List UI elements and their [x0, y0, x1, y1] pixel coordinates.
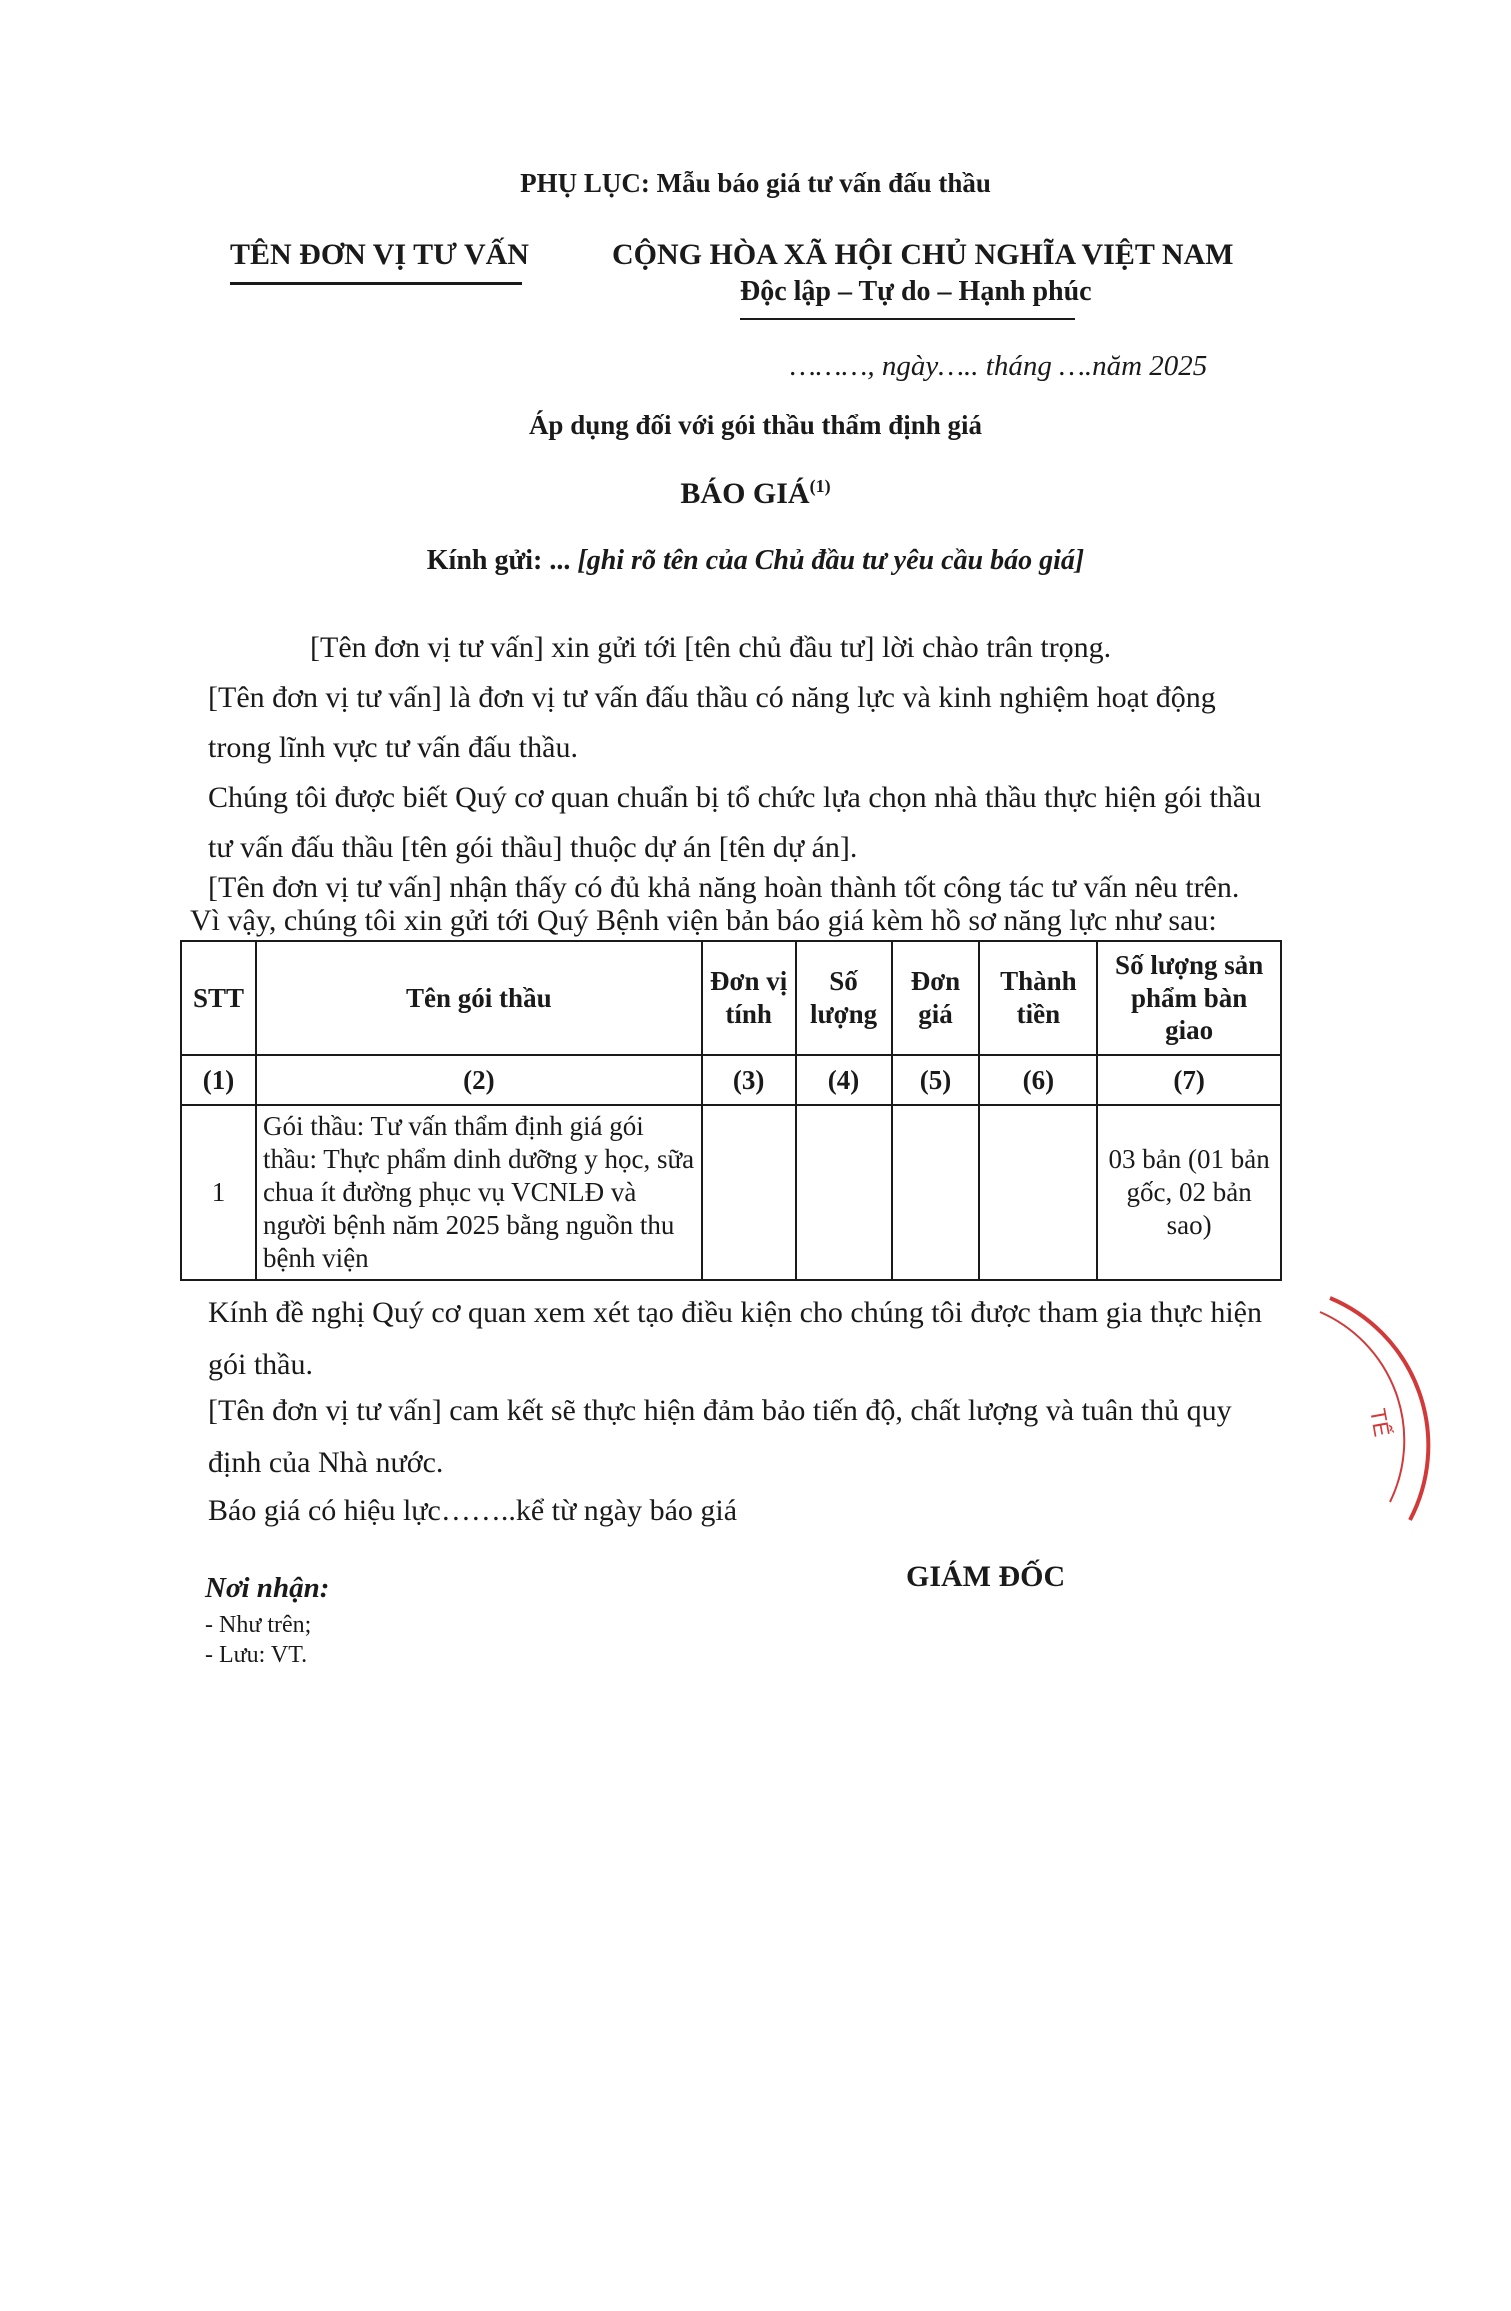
recipient-item: - Như trên;: [205, 1612, 312, 1638]
table-header-row: [181, 941, 1281, 1055]
para-known-2: tư vấn đấu thầu [tên gói thầu] thuộc dự án [tên dự án].: [208, 831, 858, 864]
org-name-underline: [230, 282, 522, 285]
dear-line: [0, 545, 1511, 577]
dear-prefix: Kính gửi: ...: [426, 545, 578, 576]
quote-title-text: BÁO GIÁ: [680, 477, 810, 510]
nation-title: CỘNG HÒA XÃ HỘI CHỦ NGHĨA VIỆT NAM: [612, 238, 1234, 271]
motto-underline: [740, 318, 1075, 320]
para-known-1: Chúng tôi được biết Quý cơ quan chuẩn bị tổ chức lựa chọn nhà thầu thực hiện gói thầu: [208, 781, 1262, 814]
col-number: (4): [796, 1055, 892, 1105]
col-number: (1): [181, 1055, 256, 1105]
closing-request-1: Kính đề nghị Quý cơ quan xem xét tạo điều kiện cho chúng tôi được tham gia thực hiện: [208, 1296, 1262, 1329]
closing-request-2: gói thầu.: [208, 1348, 313, 1381]
col-number: (5): [892, 1055, 980, 1105]
row-unit-price: [892, 1105, 980, 1280]
row-quantity: [796, 1105, 892, 1280]
col-header-deliverables: Số lượng sản phẩm bàn giao: [1097, 941, 1281, 1055]
para-capability-1: [Tên đơn vị tư vấn] là đơn vị tư vấn đấu thầu có năng lực và kinh nghiệm hoạt động: [208, 681, 1216, 714]
col-number: (2): [256, 1055, 702, 1105]
col-header-stt: STT: [181, 941, 256, 1055]
closing-commit-1: [Tên đơn vị tư vấn] cam kết sẽ thực hiện đảm bảo tiến độ, chất lượng và tuân thủ quy: [208, 1394, 1232, 1427]
red-stamp-image: [1290, 1280, 1490, 1540]
para-greeting: [Tên đơn vị tư vấn] xin gửi tới [tên chủ đầu tư] lời chào trân trọng.: [310, 631, 1112, 664]
row-deliverables: 03 bản (01 bản gốc, 02 bản sao): [1097, 1105, 1281, 1280]
applies-to: Áp dụng đối với gói thầu thẩm định giá: [528, 410, 983, 440]
para-ability: [Tên đơn vị tư vấn] nhận thấy có đủ khả năng hoàn thành tốt công tác tư vấn nêu trên.: [208, 871, 1240, 904]
col-number: (6): [979, 1055, 1097, 1105]
closing-commit-2: định của Nhà nước.: [208, 1446, 444, 1479]
recipient-item: - Lưu: VT.: [205, 1642, 308, 1668]
para-capability-2: trong lĩnh vực tư vấn đấu thầu.: [208, 731, 578, 764]
col-header-unit-price: Đơn giá: [892, 941, 980, 1055]
col-header-quantity: Số lượng: [796, 941, 892, 1055]
date-line: ………, ngày….. tháng ….năm 2025: [790, 350, 1208, 382]
row-unit: [702, 1105, 796, 1280]
para-submit: Vì vậy, chúng tôi xin gửi tới Quý Bệnh viện bản báo giá kèm hồ sơ năng lực như sau:: [190, 904, 1217, 937]
row-package-name: Gói thầu: Tư vấn thẩm định giá gói thầu: Thực phẩm dinh dưỡng y học, sữa chua ít đường phục vụ VCNLĐ và người bệnh năm 2025 bằng nguồn thu bệnh viện: [256, 1105, 702, 1280]
table-number-row: [181, 1055, 1281, 1105]
motto: Độc lập – Tự do – Hạnh phúc: [740, 276, 1092, 307]
closing-validity: Báo giá có hiệu lực……..kể từ ngày báo giá: [208, 1494, 738, 1527]
appendix-title: PHỤ LỤC: Mẫu báo giá tư vấn đấu thầu: [520, 168, 991, 198]
org-name: TÊN ĐƠN VỊ TƯ VẤN: [230, 238, 529, 271]
col-number: (7): [1097, 1055, 1281, 1105]
dear-detail: [ghi rõ tên của Chủ đầu tư yêu cầu báo giá]: [577, 545, 1085, 576]
row-amount: [979, 1105, 1097, 1280]
quote-title-footnote: (1): [809, 476, 831, 496]
col-number: (3): [702, 1055, 796, 1105]
col-header-name: Tên gói thầu: [256, 941, 702, 1055]
col-header-unit: Đơn vị tính: [702, 941, 796, 1055]
stamp-text: TẾ: [1365, 1406, 1395, 1439]
col-header-amount: Thành tiền: [979, 941, 1097, 1055]
quote-title: [0, 476, 1511, 511]
row-stt: 1: [181, 1105, 256, 1280]
director-signature-title: GIÁM ĐỐC: [906, 1560, 1066, 1593]
table-row: [181, 1105, 1281, 1280]
recipients-label: Nơi nhận:: [205, 1572, 330, 1604]
quotation-table: [180, 940, 1282, 1281]
